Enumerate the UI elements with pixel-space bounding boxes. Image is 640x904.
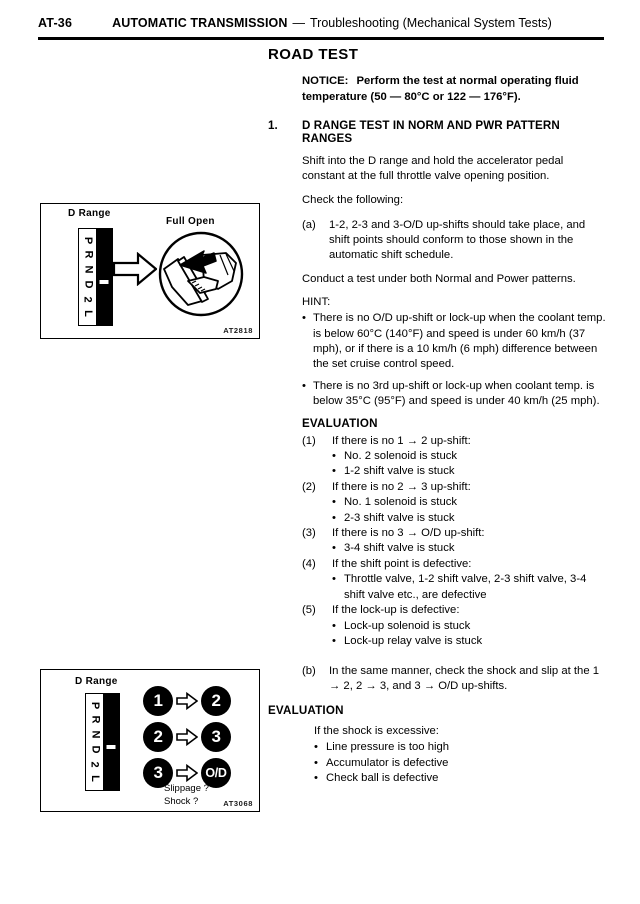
cause-text: Throttle valve, 1-2 shift valve, 2-3 shift valve, 3-4 shift valve etc., are defective [344, 573, 587, 601]
evaluation-item [302, 526, 608, 557]
header-rule [38, 37, 604, 40]
bullet-icon: • [302, 312, 306, 325]
step-1-heading [268, 119, 608, 145]
main-content-column [268, 46, 608, 649]
evaluation-title: EVALUATION [302, 416, 378, 430]
step-1-title: D RANGE TEST IN NORM AND PWR PATTERN RANGES [302, 119, 560, 145]
gate-letter: P [89, 701, 101, 709]
gear-circle-to: 3 [201, 722, 231, 752]
cause-item [332, 634, 608, 649]
step-b [302, 664, 608, 694]
gear-circle-to: 2 [201, 686, 231, 716]
figure-code: AT2818 [223, 326, 253, 335]
page-number: AT-36 [38, 16, 73, 30]
header-dash: — [292, 16, 305, 30]
figure2-note-line2: Shock ? [164, 795, 199, 807]
evaluation2-lead: If the shock is excessive: [314, 725, 439, 738]
intro-paragraph: Shift into the D range and hold the accelerator pedal constant at the full throttle valve opening position. [302, 155, 564, 183]
evaluation-causes [332, 619, 608, 650]
evaluation-condition: If there is no 2 → 3 up-shift: [332, 480, 471, 493]
step-a-text: 1-2, 2-3 and 3-O/D up-shifts should take place, and shift points should conform to those shown in the automatic shift schedule. [329, 218, 586, 262]
conduct-test-line: Conduct a test under both Normal and Power patterns. [302, 273, 576, 286]
hint-item [302, 379, 608, 409]
gate-letter: 2 [89, 760, 101, 768]
cause-item [314, 756, 608, 772]
gear-circle-from: 2 [143, 722, 173, 752]
evaluation-causes [332, 572, 608, 603]
hint-text: There is no O/D up-shift or lock-up when the coolant temp. is below 60°C (140°F) and speed is under 60 km/h (37 mph), or if there is a 10 km/h (6 mph) difference between the set cruise control speed. [313, 312, 606, 371]
bullet-icon: • [302, 380, 306, 393]
cause-item [332, 572, 608, 603]
cause-text: No. 2 solenoid is stuck [344, 450, 458, 463]
gate-letters-1 [79, 229, 96, 325]
gear-circle-to: O/D [201, 758, 231, 788]
evaluation-index: (5) [302, 604, 316, 617]
gear-circle-from: 3 [143, 758, 173, 788]
gate-letter: L [81, 310, 94, 318]
header-title: AUTOMATIC TRANSMISSION [112, 16, 288, 30]
bullet-icon: • [332, 634, 336, 647]
gate-letter: P [82, 236, 94, 244]
evaluation-item [302, 480, 608, 526]
step-a [302, 218, 608, 264]
shift-gate-2 [85, 693, 120, 791]
cause-text: Lock-up solenoid is stuck [344, 619, 471, 632]
evaluation-index: (3) [302, 527, 316, 540]
bullet-icon: • [332, 573, 336, 586]
block-arrow-right-icon [176, 692, 198, 710]
bullet-icon: • [332, 465, 336, 478]
bottom-content-column [268, 664, 608, 787]
cause-item [314, 771, 608, 787]
hint-item [302, 311, 608, 372]
cause-text: 3-4 shift valve is stuck [344, 542, 455, 555]
cause-text: 1-2 shift valve is stuck [344, 465, 455, 478]
bullet-icon: • [332, 496, 336, 509]
bullet-icon: • [332, 511, 336, 524]
step-a-label: (a) [302, 218, 316, 231]
cause-item [332, 449, 608, 464]
cause-text: Lock-up relay valve is stuck [344, 634, 483, 647]
page-header [38, 16, 604, 42]
evaluation-item [302, 434, 608, 480]
evaluation-condition-row [302, 603, 608, 618]
gate-letters-2 [86, 694, 103, 790]
header-row [38, 16, 604, 30]
gate-bar-2 [103, 694, 119, 790]
evaluation-item [302, 557, 608, 603]
evaluation-condition: If there is no 1 → 2 up-shift: [332, 434, 471, 447]
figure2-note-line1: Slippage ? [164, 783, 209, 794]
upshift-diagram [143, 684, 231, 792]
notice-label: NOTICE: [302, 75, 349, 87]
notice-text: Perform the test at normal operating fluid temperature (50 — 80°C or 122 — 176°F). [302, 75, 579, 103]
evaluation-index: (2) [302, 480, 316, 493]
evaluation-condition: If there is no 3 → O/D up-shift: [332, 527, 485, 540]
cause-item [314, 740, 608, 756]
gate-letter: L [88, 775, 101, 783]
gate-letter: N [88, 730, 101, 739]
bullet-icon: • [332, 542, 336, 555]
evaluation-condition-row [302, 526, 608, 541]
step-1-number: 1. [268, 119, 278, 132]
bullet-icon: • [314, 741, 318, 753]
gate-letter: R [88, 715, 101, 724]
cause-text: Line pressure is too high [326, 741, 450, 753]
evaluation-condition-row [302, 434, 608, 449]
evaluation2-block [302, 724, 608, 786]
cause-text: No. 1 solenoid is stuck [344, 496, 458, 509]
evaluation-index: (1) [302, 434, 316, 447]
evaluation-condition: If the lock-up is defective: [332, 604, 460, 617]
evaluation-index: (4) [302, 557, 316, 570]
evaluation-causes [332, 449, 608, 480]
hint-text: There is no 3rd up-shift or lock-up when coolant temp. is below 35°C (95°F) and speed is under 40 km/h (25 mph). [313, 380, 600, 408]
hint-list [302, 311, 608, 409]
bullet-icon: • [332, 450, 336, 463]
shift-gate-1 [78, 228, 113, 326]
bullet-icon: • [314, 772, 318, 785]
notice-block [302, 74, 608, 105]
header-subtitle: Troubleshooting (Mechanical System Tests) [309, 16, 552, 30]
cause-item [332, 541, 608, 556]
upshift-row [143, 720, 231, 753]
step-b-label: (b) [302, 665, 316, 677]
figure2-d-range-label: D Range [75, 676, 118, 687]
gate-bar-1 [96, 229, 112, 325]
evaluation-condition: If the shift point is defective: [332, 557, 472, 570]
gate-letter: 2 [82, 295, 94, 303]
cause-text: 2-3 shift valve is stuck [344, 511, 455, 524]
block-arrow-right-icon [176, 728, 198, 746]
gear-circle-from: 1 [143, 686, 173, 716]
gate-letter: N [81, 265, 94, 274]
gate-letter: D [88, 745, 101, 754]
step-b-text: In the same manner, check the shock and slip at the 1 → 2, 2 → 3, and 3 → O/D up-shifts. [329, 665, 600, 693]
cause-item [332, 511, 608, 526]
figure-code: AT3068 [223, 799, 253, 808]
evaluation-item [302, 603, 608, 649]
evaluation-causes [332, 541, 608, 556]
hint-label: HINT: [302, 296, 331, 309]
evaluation-list [302, 434, 608, 650]
bullet-icon: • [332, 619, 336, 632]
cause-item [332, 495, 608, 510]
check-following-line: Check the following: [302, 194, 404, 207]
cause-text: Check ball is defective [326, 772, 439, 785]
evaluation2-causes [302, 740, 608, 787]
bullet-icon: • [314, 756, 318, 769]
evaluation-condition-row [302, 557, 608, 572]
gate-letter: R [81, 250, 94, 259]
block-arrow-right-icon [113, 252, 157, 286]
evaluation-causes [332, 495, 608, 526]
section-title: ROAD TEST [268, 46, 359, 63]
evaluation-condition-row [302, 480, 608, 495]
evaluation2-title: EVALUATION [268, 704, 344, 718]
upshift-row [143, 684, 231, 717]
gate-position-indicator-2 [107, 745, 116, 749]
accelerator-pedal-illustration [158, 231, 244, 317]
figure1-full-open-label: Full Open [166, 216, 215, 227]
figure2-note [164, 783, 209, 808]
block-arrow-right-icon [176, 764, 198, 782]
cause-item [332, 464, 608, 479]
cause-text: Accumulator is defective [326, 756, 449, 769]
figure1-d-range-label: D Range [68, 208, 111, 219]
gate-position-indicator-1 [100, 280, 109, 284]
cause-item [332, 619, 608, 634]
gate-letter: D [81, 280, 94, 289]
